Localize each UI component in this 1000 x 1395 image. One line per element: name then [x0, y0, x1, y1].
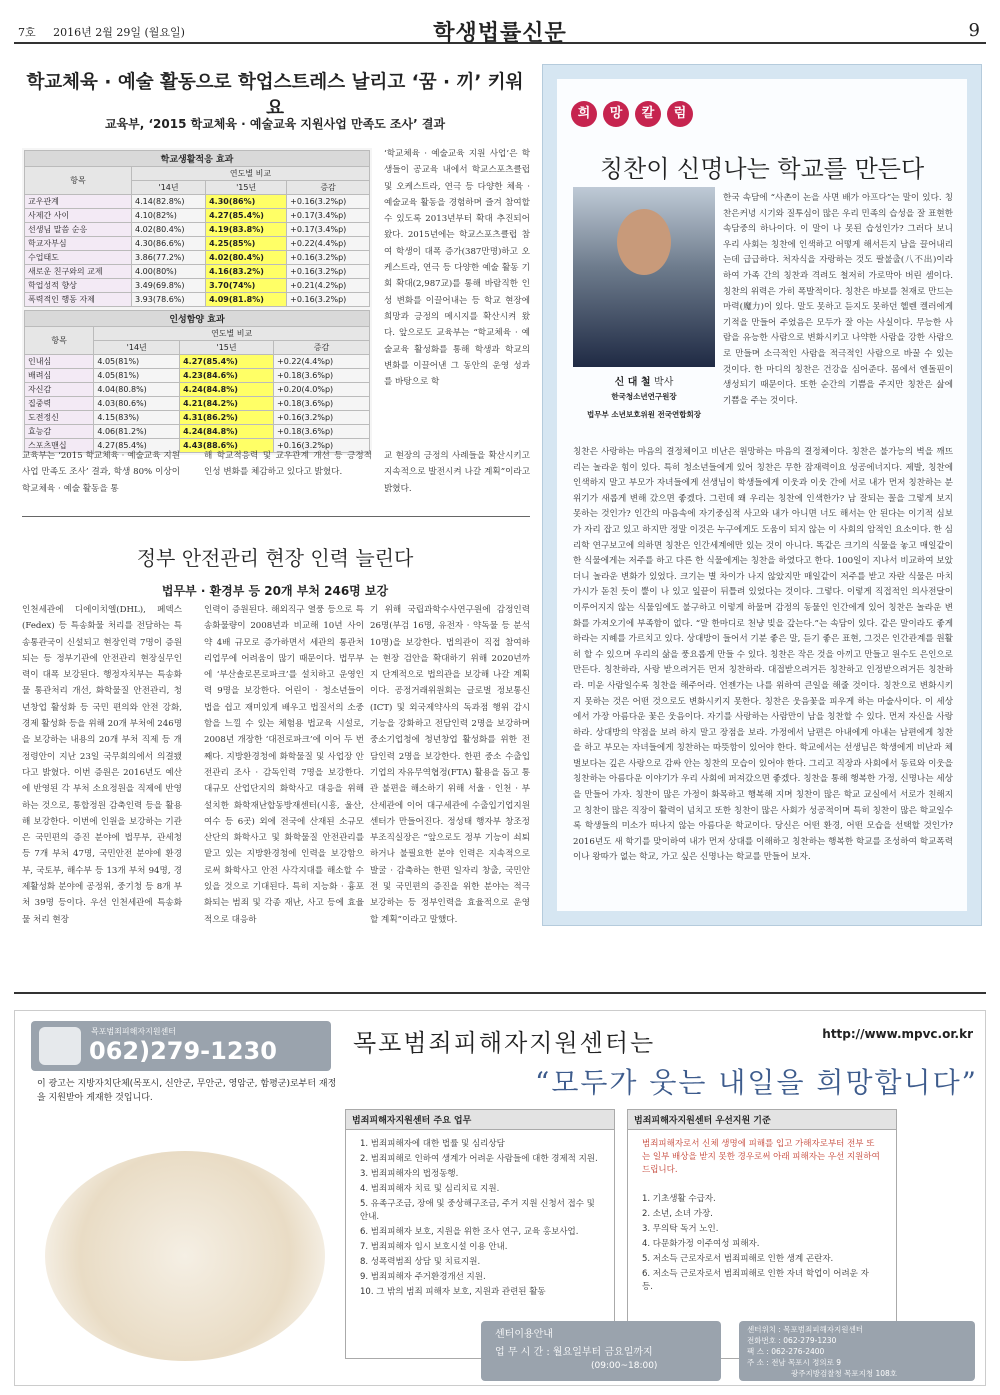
col-header: '14년 — [132, 181, 206, 195]
main-tasks-list — [346, 1130, 614, 1309]
table-cell: 4.24(84.8%) — [180, 383, 274, 397]
table-cell: 4.06(81.2%) — [94, 425, 180, 439]
table-cell: +0.16(3.2%p) — [287, 195, 370, 209]
table-cell: 4.16(83.2%) — [206, 265, 287, 279]
table-cell: 4.05(81%) — [94, 355, 180, 369]
list-item: 5. 저소득 근로자로서 범죄피해로 인한 생계 곤란자. — [642, 1254, 834, 1264]
row-label: 집중력 — [25, 397, 94, 411]
table-row — [25, 369, 370, 383]
col-header: 증감 — [287, 181, 370, 195]
table-cell: 4.25(85%) — [206, 237, 287, 251]
usage-panel — [481, 1321, 721, 1381]
row-label: 학교자부심 — [25, 237, 132, 251]
article2-col2: 인력이 증원된다. 해외직구 열풍 등으로 특송화물량이 2008년과 비교해 10년 사이 약 4배 규모로 증가하면서 세관의 통관처리업무에 어려움이 많기 때문이다. 법무부에 ‘부산솔로몬로파크’를 설치하고 운영인력 9명을 보강한다. 어린이 · 청소년들이 법을 쉽고 재미있게 배우고 법질서의 소중함을 느낄 수 있는 체험용 법교육 시설로, 2008년 개장한 ‘대전로파크’에 이어 두 번째다. 지방환경청에 화학물질 및 사업장 안전관리 조사 · 감독인력 7명을 보강한다. 대규모 산업단지의 화학사고 대응을 위해 설치한 화학재난합동방재센터(시흥, 울산, 여수 등 6곳) 외에 전국에 산재된 소규모 산단의 화학사고 및 화학물질 안전관리를 맡고 있는 지방환경청에 인력을 보강함으로써 화학사고 안전 사각지대를 해소할 수 있을 것으로 기대된다. 특히 지능화 · 흉포화되는 범죄 및 각종 재난, 사고 등에 효율적으로 대응하 — [204, 605, 364, 925]
table-cell: 4.24(84.8%) — [180, 425, 274, 439]
article2-subtitle: 법무부 · 환경부 등 20개 부처 246명 보강 — [161, 584, 389, 598]
author-aff2: 법무부 소년보호위원 전국연합회장 — [587, 410, 701, 419]
table-header: 연도별 비교 — [94, 327, 370, 341]
phone-banner — [31, 1021, 331, 1071]
box-title: 범죄피해자지원센터 우선지원 기준 — [628, 1110, 896, 1130]
table-cell: +0.18(3.6%p) — [274, 369, 370, 383]
page-header — [14, 10, 986, 44]
table-character — [24, 310, 370, 453]
row-label: 자신감 — [25, 383, 94, 397]
table-cell: 4.30(86.6%) — [132, 237, 206, 251]
table-cell: 4.05(81%) — [94, 369, 180, 383]
table-cell: 3.93(78.6%) — [132, 293, 206, 307]
author-photo — [573, 187, 715, 367]
contact-phone: 전화번호 : 062-279-1230 — [747, 1336, 837, 1345]
table-cell: 4.27(85.4%) — [180, 355, 274, 369]
table-row — [25, 355, 370, 369]
badge: 망 — [603, 101, 629, 127]
table-cell: 4.27(85.4%) — [206, 209, 287, 223]
list-item: 6. 범죄피해자 보호, 지원을 위한 조사 연구, 교육 홍보사업. — [360, 1227, 579, 1237]
row-label: 배려심 — [25, 369, 94, 383]
column-frame — [542, 64, 982, 926]
divider — [22, 516, 530, 517]
list-item: 2. 소년, 소녀 가장. — [642, 1209, 713, 1219]
row-label: 도전정신 — [25, 411, 94, 425]
table-cell: 3.49(69.8%) — [132, 279, 206, 293]
list-item: 1. 기초생활 수급자. — [642, 1194, 716, 1204]
table-cell: 4.23(84.6%) — [180, 369, 274, 383]
contact-fax: 팩 스 : 062-276-2400 — [747, 1347, 825, 1356]
article2-col3: 기 위해 국립과학수사연구원에 감정인력 26명(부검 16명, 유전자 · 약독물 등 분석 10명)을 보강한다. 법의관이 직접 참여하는 현장 검안을 확대하기 위해 2020년까지 단계적으로 법의관을 보강해 나갈 계획이다. 공정거래위원회는 글로벌 정보통신(ICT) 및 외국제약사의 독과점 행위 감시 기능을 강화하고 전담인력 2명을 보강하며 중소기업청에 청년창업 활성화를 위한 전담인력 2명을 보강한다. 한편 중소 수출입기업의 자유무역협정(FTA) 활용을 돕고 통관 불편을 해소하기 위해 서울 · 인천 · 부산세관에 이어 대구세관에 수출입기업지원센터가 만들어진다. 정성태 행자부 창조정부조직실장은 “앞으로도 정부 기능이 쇠퇴하거나 불필요한 분야 인력은 지속적으로 발굴 · 감축하는 한편 일자리 창출, 국민안전 및 국민편의 증진을 위한 분야는 적극 보강하는 등 정부인력을 효율적으로 운영할 계획”이라고 말했다. — [370, 605, 530, 925]
list-item: 3. 무의탁 독거 노인. — [642, 1224, 719, 1234]
priority-note: 범죄피해자로서 신체 생명에 피해를 입고 가해자로부터 전부 또는 일부 배상을 받지 못한 경우로써 아래 피해자는 우선 지원하여 드립니다. — [642, 1139, 880, 1175]
table-cell: +0.22(4.4%p) — [274, 355, 370, 369]
table-cell: 4.19(83.8%) — [206, 223, 287, 237]
row-label: 선생님 말씀 순응 — [25, 223, 132, 237]
article1-col1: 교육부는 ‘2015 학교체육 · 예술교육 지원 사업 만족도 조사’ 결과, 학생 80% 이상이 학교체육 · 예술 활동을 통 — [22, 451, 180, 494]
table-cell: 4.00(80%) — [132, 265, 206, 279]
list-item: 8. 성폭력범죄 상담 및 치료지원. — [360, 1257, 481, 1267]
row-label: 효능감 — [25, 425, 94, 439]
table-row — [25, 265, 370, 279]
col-header: '14년 — [94, 341, 180, 355]
priority-list — [628, 1185, 896, 1304]
list-item: 2. 범죄피해로 인하여 생계가 어려운 사람들에 대한 경제적 지원. — [360, 1154, 598, 1164]
newspaper-name: 학생법률신문 — [433, 21, 567, 46]
usage-title: 센터이용안내 — [495, 1329, 553, 1340]
list-item: 5. 유족구조금, 장애 및 중상해구조금, 주거 지원 신청서 접수 및 안내. — [360, 1199, 595, 1222]
table-cell: +0.21(4.2%p) — [287, 279, 370, 293]
funding-note: 이 광고는 지방자치단체(목포시, 신안군, 무안군, 영암군, 함평군)로부터 재정을 지원받아 게재한 것입니다. — [37, 1079, 337, 1103]
column-text-top: 한국 속담에 “사촌이 논을 사면 배가 아프다”는 말이 있다. 칭찬은커녕 시기와 질투심이 많은 우리 민족의 습성을 잘 표현한 속담중의 하나이다. 이 말이 나 못된 습성인가? 그러다 보니 우리 사회는 칭찬에 인색하고 어떻게 해서든지 남을 끌어내리는데 급급하다. 처자식을 자랑하는 것도 팔불출(八不出)이라 하여 가족 간의 칭찬과 격려도 철저히 가로막아 버린 셈이다. 칭찬의 위력은 가히 폭발적이다. 칭찬은 바보를 천재로 만드는 마력(魔力)이 있다. 말도 못하고 듣지도 못하던 헬렌 켈러에게 기적을 만들어 주었음은 모두가 잘 아는 사실이다. 무능한 사람을 유능한 사람으로 변화시키고 나약한 사람을 강한 사람으로 만들며 소극적인 사람을 적극적인 사람으로 바꿀 수 있는 것이다. 한 마디의 칭찬은 건강을 심어준다. 몸에서 엔돌핀이 생성되기 때문이다. 또한 순간의 기쁨을 주지만 칭찬은 삶에 기쁨을 주는 것이다. — [723, 193, 953, 406]
author-face — [617, 209, 671, 275]
survey-tables — [22, 148, 372, 455]
ad-headline: 목포범죄피해자지원센터는 — [353, 1029, 656, 1057]
table-row — [25, 279, 370, 293]
table-header: 항목 — [25, 167, 132, 195]
ad-url[interactable]: http://www.mpvc.or.kr — [822, 1027, 973, 1041]
table-caption: 학교생활적응 효과 — [25, 151, 370, 167]
table-row — [25, 383, 370, 397]
article2-col1: 인천세관에 디에이치엘(DHL), 페덱스(Fedex) 등 특송화물 처리를 전담하는 특송통관국이 신설되고 현장인력 7명이 증원되는 등 정부기관에 안전관리 현장실무인력이 대폭 보강된다. 행정자치부는 특송화물 통관처리 개선, 화학물질 안전관리, 청년창업 활성화 등 국민 편의와 안전 강화, 경제 활성화 등을 위해 20개 부처에 246명을 보강하는 내용의 20개 부처 직제 등 개정령안이 지난 23일 국무회의에서 의결됐다고 밝혔다. 이번 증원은 2016년도 예산에 반영된 각 부처 소요정원을 직제에 반영하는 것으로, 통합정원 감축인력 등을 활용해 보강한다. 이번에 인원을 보강하는 기관은 국민편의 증진 분야에 법무부, 관세청 등 7개 부처 47명, 국민안전 분야에 환경부, 국토부, 해수부 등 13개 부처 94명, 경제활성화 분야에 공정위, 중기청 등 8개 부처 39명 등이다. 우선 인천세관에 특송화물 처리 현장 — [22, 605, 182, 925]
table-cell: 3.86(77.2%) — [132, 251, 206, 265]
family-photo — [45, 1151, 325, 1361]
hours-time: (09:00~18:00) — [591, 1361, 658, 1371]
table-cell: 4.21(84.2%) — [180, 397, 274, 411]
table-cell: +0.16(3.2%p) — [274, 439, 370, 453]
table-cell: 4.30(86%) — [206, 195, 287, 209]
table-cell: +0.17(3.4%p) — [287, 209, 370, 223]
ad-divider — [14, 992, 986, 994]
table-cell: +0.18(3.6%p) — [274, 425, 370, 439]
table-caption: 인성함양 효과 — [25, 311, 370, 327]
table-row — [25, 209, 370, 223]
badge: 희 — [571, 101, 597, 127]
list-item: 6. 저소득 근로자로서 범죄피해로 인한 자녀 학업이 어려운 자 등. — [642, 1269, 869, 1292]
list-item: 4. 다문화가정 이주여성 피해자. — [642, 1239, 760, 1249]
phone-number: 062)279-1230 — [89, 1037, 277, 1065]
table-cell: 4.43(88.6%) — [180, 439, 274, 453]
badge: 럼 — [667, 101, 693, 127]
list-item: 1. 범죄피해자에 대한 법률 및 심리상담 — [360, 1139, 505, 1149]
table-cell: 4.04(80.8%) — [94, 383, 180, 397]
table-cell: +0.16(3.2%p) — [274, 411, 370, 425]
list-item: 4. 범죄피해자 치료 및 심리치료 지원. — [360, 1184, 500, 1194]
hours: 업 무 시 간 : 월요일부터 금요일까지 — [495, 1347, 653, 1358]
table-cell: +0.18(3.6%p) — [274, 397, 370, 411]
table-cell: +0.17(3.4%p) — [287, 223, 370, 237]
row-label: 새로운 친구와의 교제 — [25, 265, 132, 279]
article1-subtitle: 교육부, ‘2015 학교체육 · 예술교육 지원사업 만족도 조사’ 결과 — [104, 117, 446, 131]
row-label: 폭력적인 행동 자제 — [25, 293, 132, 307]
page-number: 9 — [968, 20, 980, 41]
list-item: 10. 그 밖의 범죄 피해자 보호, 지원과 관련된 활동 — [360, 1287, 546, 1297]
telephone-icon — [39, 1027, 81, 1065]
table-cell: 3.70(74%) — [206, 279, 287, 293]
table-cell: +0.16(3.2%p) — [287, 265, 370, 279]
list-item: 3. 범죄피해자의 법정동행. — [360, 1169, 459, 1179]
table-cell: +0.20(4.0%p) — [274, 383, 370, 397]
contact-panel — [739, 1321, 975, 1381]
column-text-main: 칭찬은 사랑하는 마음의 결정체이고 비난은 원망하는 마음의 결정체이다. 칭찬은 불가능의 벽을 깨뜨리는 놀라운 힘이 있다. 특히 청소년들에게 있어 칭찬은 무한 잠재력이요 성공에너지다. 제발, 칭찬에 인색하지 말고 부모가 자녀들에게 선생님이 학생들에게 이웃과 이웃 간에 서로 내가 먼저 칭찬하는 분위기가 새롭게 변해 갔으면 좋겠다. 그런데 왜 우리는 칭찬에 인색한가? 남 잘되는 꼴을 그렇게 보지 못하는 것인가? 인간의 마음속에 자기중심적 사고와 내가 아니면 너도 해서는 안 된다는 이기적 심보가 자리 잡고 있고 하지만 정말 이것은 누구에게도 도움이 되지 않는 이 사회의 암적인 요소이다. 한 심리학 연구보고에 의하면 칭찬은 인간세계에만 있는 것이 아니다. 똑같은 크기의 식물을 놓고 매일같이 한 식물에게는 저주를 하고 다른 한 식물에게는 칭찬을 하였다고 한다. 100일이 지나서 비교하여 보았더니 놀라운 변화가 있었다. 크기는 별 차이가 나지 않았지만 매일같이 저주를 받고 자란 식물은 마치 가시가 돋친 듯이 뿔이 나 있고 잎끝이 뒤틀려 있었다는 것이다. 그렇다. 이렇게 직접적인 의사전달이 이루어지지 않는 식물임에도 불구하고 이렇게 하물며 감정의 동물인 인간에게 있어 칭찬은 놀라운 변화를 가져오기에 부족함이 없다. “말 한마디로 천냥 빚을 갚는다.”는 속담이 있다. 같은 말이라도 좋게 하라는 지혜를 가르치고 있다. 상대방이 들어서 기분 좋은 말, 듣기 좋은 표현, 그것은 인간관계를 원활히 할 수 있으며 우리의 삶을 풍요롭게 만들 수 있다. 칭찬은 작은 것을 아끼고 만들고 원수도 은인으로 만든다. 칭찬하라, 사랑 받으려거든 먼저 칭찬하라. 대접받으려거든 칭찬하고 인정받으려거든 칭찬하라. 미운 사람일수록 칭찬을 해주어라. 언젠가는 나를 위하여 큰일을 해줄 것이다. 칭찬으로 변화시키지 못하는 것은 어떤 것으로도 변화시키지 못한다. 칭찬은 웃음꽃을 피우게 하는 마술사이다. 이 세상에서 가장 아름다운 꽃은 웃음이다. 자기를 사랑하는 사람만이 남을 칭찬할 수 있다. 먼저 자신을 사랑하라. 상대방의 약점을 보려 하지 말고 장점을 보라. 가정에서 남편은 아내에게 아내는 남편에게 칭찬을 하고 부모는 자녀들에게 칭찬하는 따뜻함이 있어야 한다. 학교에서는 선생님은 학생에게 비난과 체벌보다는 깊은 사랑으로 감싸 안는 칭찬의 모습이 있어야 한다. 그리고 직장과 사회에서 동료와 이웃을 칭찬하는 아름다운 이야기가 우리 사회에 퍼져갔으면 좋겠다. 칭찬을 통해 행복한 가정, 신명나는 세상을 만들어 가자. 칭찬이 많은 가정이 화목하고 행복해 지며 칭찬이 많은 학교 교실에서 서로가 친해지고 칭찬이 많은 직장이 활력이 넘치고 또한 칭찬이 많은 사회가 성공적이며 특히 칭찬이 많은 학교일수록 학생들의 미소가 떠나지 않는 아름다운 학교이다. 당신은 어떤 환경, 어떤 모습을 선택할 것인가? 2016년도 새 학기를 맞이하여 내가 먼저 상대를 이해하고 칭찬하는 행복한 학교를 조성하여 학교폭력이나 왕따가 없는 학교, 가고 싶은 신명나는 학교를 만들어 보자. — [573, 447, 953, 863]
table-row — [25, 223, 370, 237]
column-badges — [571, 101, 699, 127]
table-header: 항목 — [25, 327, 94, 355]
contact-location: 센터위치 : 목포범죄피해자지원센터 — [747, 1325, 863, 1334]
list-item: 7. 범죄피해자 임시 보호시설 이용 안내. — [360, 1242, 508, 1252]
article2-title: 정부 안전관리 현장 인력 늘린다 — [136, 546, 414, 570]
center-name-small: 목포범죄피해자지원센터 — [91, 1027, 177, 1036]
row-label: 수업태도 — [25, 251, 132, 265]
article1-side-text: ‘학교체육 · 예술교육 지원 사업’은 학생들이 공교육 내에서 학교스포츠클럽 및 오케스트라, 연극 등 다양한 체육 · 예술교육 활동을 경험하며 즐겨 참여할 수 있도록 2013년부터 확대 추진되어 왔다. 2015년에는 학교스포츠클럽 참여 학생이 대폭 증가(387만명)하고 오케스트라, 연극 등 다양한 예술 활동 기회 확대(2,987교)를 통해 바람직한 인성 변화를 이끌어내는 등 학교 현장에 희망과 긍정의 메시지를 확산시켜 왔다. 앞으로도 교육부는 “학교체육 · 예술교육 활성화를 통해 학생과 학교의 변화를 이끌어낸 그 동안의 운영 성과를 바탕으로 학 — [384, 149, 530, 388]
row-label: 학업성적 향상 — [25, 279, 132, 293]
issue-date: 7호 2016년 2월 29일 (월요일) — [18, 26, 185, 39]
article1-col3: 교 현장의 긍정의 사례들을 확산시키고 지속적으로 발전시켜 나갈 계획”이라고 밝혔다. — [384, 451, 530, 494]
table-row — [25, 411, 370, 425]
table-cell: 4.31(86.2%) — [180, 411, 274, 425]
row-label: 인내심 — [25, 355, 94, 369]
advertisement — [14, 1010, 986, 1386]
author-name: 신 대 철 박사 — [614, 377, 674, 388]
table-row — [25, 397, 370, 411]
box-title: 범죄피해자지원센터 주요 업무 — [346, 1110, 614, 1130]
table-row — [25, 251, 370, 265]
table-row — [25, 237, 370, 251]
table-cell: 4.03(80.6%) — [94, 397, 180, 411]
table-row — [25, 293, 370, 307]
author-aff1: 한국청소년연구원장 — [611, 392, 677, 401]
table-cell: 4.27(85.4%) — [94, 439, 180, 453]
row-label: 스포츠맨십 — [25, 439, 94, 453]
article1-title: 학교체육 · 예술 활동으로 학업스트레스 날리고 ‘꿈 · 끼’ 키워요 — [26, 72, 524, 119]
col-header: 증감 — [274, 341, 370, 355]
ad-slogan: “모두가 웃는 내일을 희망합니다” — [535, 1066, 978, 1099]
table-adaptation — [24, 150, 370, 307]
table-cell: 4.15(83%) — [94, 411, 180, 425]
row-label: 교우관계 — [25, 195, 132, 209]
contact-address: 주 소 : 전남 목포시 정의로 9 — [747, 1358, 842, 1367]
list-item: 9. 범죄피해자 주거환경개선 지원. — [360, 1272, 486, 1282]
contact-address2: 광주지방검찰청 목포지청 108호 — [791, 1369, 898, 1378]
table-cell: 4.02(80.4%) — [132, 223, 206, 237]
column-paper — [557, 79, 967, 911]
table-cell: +0.22(4.4%p) — [287, 237, 370, 251]
table-header: 연도별 비교 — [132, 167, 370, 181]
badge: 칼 — [635, 101, 661, 127]
table-cell: 4.02(80.4%) — [206, 251, 287, 265]
col-header: '15년 — [180, 341, 274, 355]
col-header: '15년 — [206, 181, 287, 195]
table-row — [25, 425, 370, 439]
row-label: 사제간 사이 — [25, 209, 132, 223]
table-cell: +0.16(3.2%p) — [287, 251, 370, 265]
article1-col2: 해 학교적응력 및 교우관계 개선 등 긍정적 인성 변화를 체감하고 있다고 밝혔다. — [204, 451, 372, 478]
table-cell: 4.10(82%) — [132, 209, 206, 223]
column-title: 칭찬이 신명나는 학교를 만든다 — [599, 155, 925, 183]
table-cell: 4.09(81.8%) — [206, 293, 287, 307]
table-cell: +0.16(3.2%p) — [287, 293, 370, 307]
table-row — [25, 195, 370, 209]
table-cell: 4.14(82.8%) — [132, 195, 206, 209]
